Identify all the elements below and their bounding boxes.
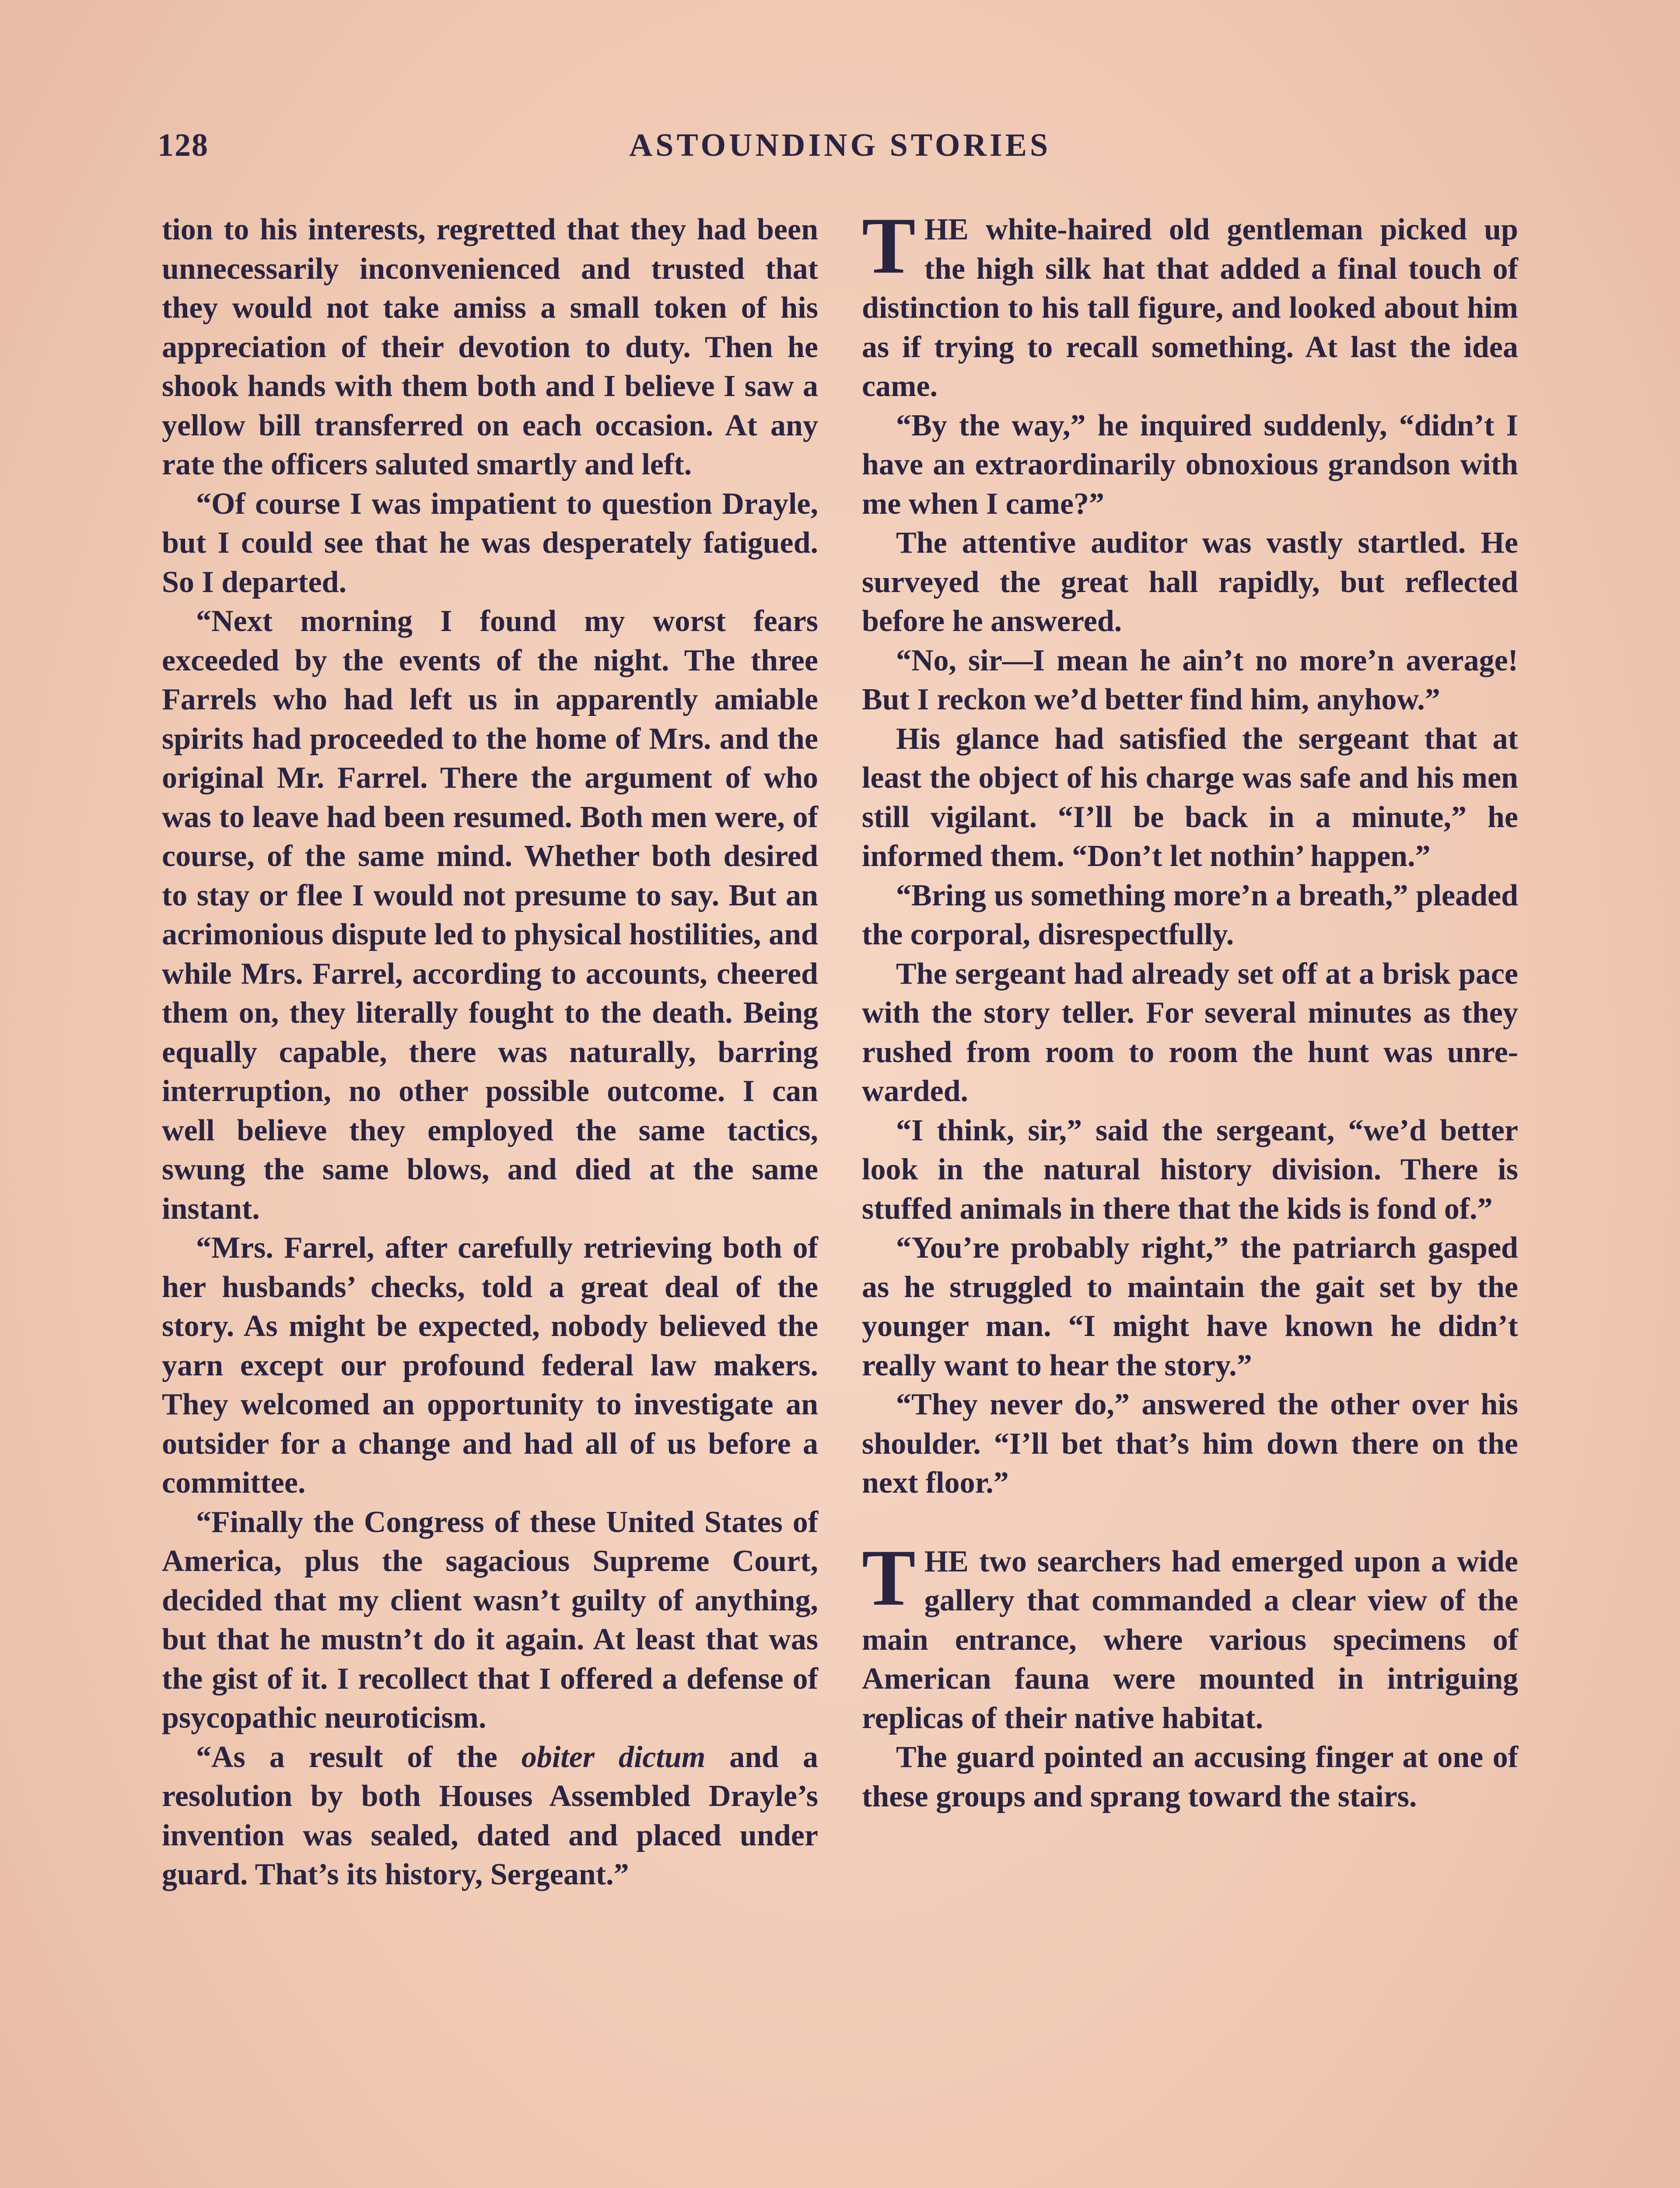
italic-phrase: obiter dictum bbox=[521, 1740, 706, 1774]
paragraph: tion to his interests, regretted that they had been unnecessarily inconvenienced and trusted that they would not take amiss a small token of his appreciation of their devotion to duty. Then he shook hands with them both and I believe I saw a yellow bill transferred on each occasion. At any rate the officers saluted smartly and left. bbox=[162, 213, 818, 481]
paragraph: “Finally the Congress of these United States of America, plus the sagacious Supreme Court, decided that my client wasn’t guilty of anything, but that he mustn’t do it again. At least that was the gist of it. I recollect that I offered a defense of psycopathic neuroticism. bbox=[162, 1505, 818, 1735]
drop-cap: T bbox=[862, 201, 916, 290]
paragraph: “Of course I was impatient to question Drayle, but I could see that he was desperately fatigued. So I departed. bbox=[162, 487, 818, 599]
paragraph: “They never do,” answered the other over his shoulder. “I’ll bet that’s him down there on the next floor.” bbox=[862, 1388, 1518, 1500]
paragraph: The attentive auditor was vastly startled. He surveyed the great hall rapidly, but reflected before he answered. bbox=[862, 526, 1518, 638]
running-title: ASTOUNDING STORIES bbox=[629, 127, 1051, 163]
page-number: 128 bbox=[158, 127, 209, 163]
text-run: HE two searchers had emerged upon a wide gallery that commanded a clear view of the main entrance, where various specimens of American fauna were mounted in intriguing replicas of their native habitat. bbox=[862, 1544, 1518, 1735]
paragraph: “No, sir—I mean he ain’t no more’n average! But I reckon we’d better find him, anyhow.” bbox=[862, 643, 1518, 716]
text-run: HE white-haired old gentleman picked up the high silk hat that added a final touch of distinction to his tall figure, and looked about him as if trying to recall something. At last the idea came. bbox=[862, 213, 1518, 403]
paragraph: “I think, sir,” said the sergeant, “we’d better look in the natural history division. There is stuffed animals in there that the kids is fond of.” bbox=[862, 1113, 1518, 1226]
paragraph: “By the way,” he inquired suddenly, “didn’t I have an extraordinarily obnoxious grandson with me when I came?” bbox=[862, 408, 1518, 521]
paragraph: “Mrs. Farrel, after carefully retrieving both of her husbands’ checks, told a great deal of the story. As might be expected, nobody believed the yarn except our profound federal law makers. They welcomed an opportunity to investigate an outsider for a change and had all of us before a committee. bbox=[162, 1231, 818, 1500]
paragraph: The guard pointed an accusing finger at one of these groups and sprang toward the stairs. bbox=[862, 1740, 1518, 1813]
paragraph: His glance had satisfied the sergeant that at least the object of his charge was safe and his men still vigilant. “I’ll be back in a minute,” he informed them. “Don’t let nothin’ happen.” bbox=[862, 722, 1518, 873]
right-column bbox=[862, 201, 1518, 1816]
paragraph: “You’re probably right,” the patriarch gasped as he struggled to maintain the gait set by the younger man. “I might have known he didn’t really want to hear the story.” bbox=[862, 1231, 1518, 1382]
page-header bbox=[153, 127, 1527, 175]
drop-cap: T bbox=[862, 1532, 916, 1622]
paragraph: “Bring us something more’n a breath,” pleaded the corporal, disrespectfully. bbox=[862, 878, 1518, 951]
section-break bbox=[862, 1503, 1518, 1542]
text-run: and a resolution by both Houses Assembled Drayle’s invention was sealed, dated and placed under guard. That’s its history, Sergeant.” bbox=[162, 1740, 818, 1891]
paragraph: The sergeant had already set off at a brisk pace with the story teller. For several minutes as they rushed from room to room the hunt was unrewarded. bbox=[862, 957, 1518, 1108]
text-run: “As a result of the bbox=[196, 1740, 522, 1774]
paragraph bbox=[862, 1532, 1518, 1738]
left-column bbox=[162, 210, 818, 1894]
paragraph bbox=[162, 1738, 818, 1894]
paragraph bbox=[862, 201, 1518, 406]
paragraph: “Next morning I found my worst fears exceeded by the events of the night. The three Farrels who had left us in apparently amiable spirits had proceeded to the home of Mrs. and the original Mr. Farrel. There the argument of who was to leave had been resumed. Both men were, of course, of the same mind. Whether both desired to stay or flee I would not presume to say. But an acrimonious dispute led to physical hostilities, and while Mrs. Farrel, according to accounts, cheered them on, they literally fought to the death. Being equally capable, there was naturally, barring interruption, no other possible outcome. I can well believe they employed the same tactics, swung the same blows, and died at the same instant. bbox=[162, 604, 818, 1226]
